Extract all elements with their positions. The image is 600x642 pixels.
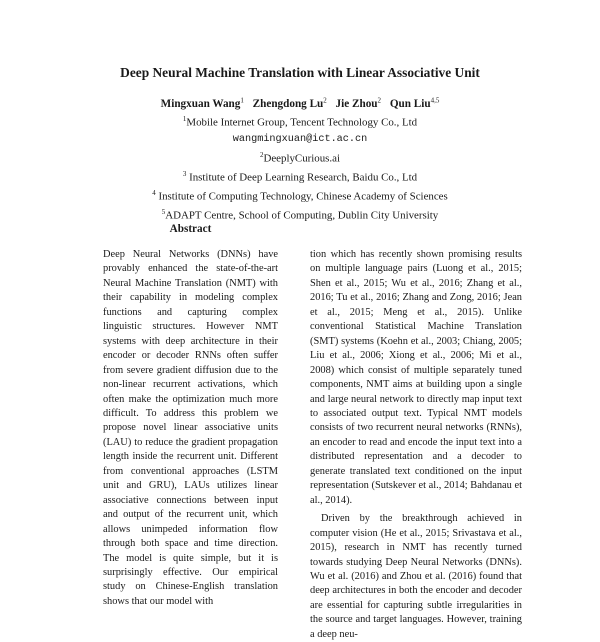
author-email: wangmingxuan@ict.ac.cn [232,134,368,146]
author: Qun Liu$^{4,5}$ [389,96,440,110]
affiliation: $^1$Mobile Internet Group, Tencent Technology Co., Ltd [182,115,418,129]
author: Jie Zhou$^2$ [335,96,382,110]
affiliation-list [0,112,600,225]
introduction-column [310,248,522,642]
affiliation: $^3$ Institute of Deep Learning Research, Baidu Co., Ltd [182,170,418,184]
body-paragraph: tion which has recently shown promising results on multiple language pairs (Luong et al., 2015; Shen et al., 2015; Wu et al., 2016; Zhang et al., 2016; Tu et al., 2016; Zhang and Zong, 2016; Jean et al., 2015; Meng et al., 2015). Unlike conventional Statistical Machine Translation (SMT) systems (Koehn et al., 2003; Chiang, 2005; Liu et al., 2006; Xiong et al., 2006; Mi et al., 2008) which consist of multiple separately tuned components, NMT aims at building upon a single and large neural network to directly map input text to associated output text. Typical NMT models consists of two recurrent neural networks (RNNs), an encoder to read and encode the input text into a distributed representation and a decoder to generate translated text conditioned on the input representation (Sutskever et al., 2014; Bahdanau et al., 2014). [310,249,522,506]
paper-title: Deep Neural Machine Translation with Linear Associative Unit [120,65,480,80]
affiliation: $^4$ Institute of Computing Technology, Chinese Academy of Sciences [152,189,448,203]
abstract-text: Deep Neural Networks (DNNs) have provably enhanced the state-of-the-art Neural Machine Translation (NMT) with their capability in modeling complex functions and capturing complex linguistic structures. However NMT systems with deep architecture in their encoder or decoder RNNs often suffer from severe gradient diffusion due to the non-linear recurrent activations, which often make the optimization much more difficult. To address this problem we propose novel linear associative units (LAU) to reduce the gradient propagation length inside the recurrent unit. Different from conventional approaches (LSTM unit and GRU), LAUs utilizes linear associative connections between input and output of the recurrent unit, which allows unimpeded information flow through both space and time direction. The model is quite simple, but it is surprisingly effective. Our empirical study on Chinese-English translation shows that our model with [103,249,278,607]
affiliation: $^5$ADAPT Centre, School of Computing, Dublin City University [161,208,439,223]
author: Zhengdong Lu$^2$ [252,96,327,110]
abstract-heading: Abstract [169,223,212,235]
affiliation: $^2$DeeplyCurious.ai [259,150,341,165]
author: Mingxuan Wang$^1$ [160,96,244,110]
body-paragraph: Driven by the breakthrough achieved in computer vision (He et al., 2015; Srivastava et al., 2015), research in NMT has recently turned towards studying Deep Neural Networks (DNNs). Wu et al. (2016) and Zhou et al. (2016) found that deep architectures in both the encoder and decoder are essential for capturing subtle irregularities in the source and target languages. However, training a deep neu- [310,513,522,640]
author-list [0,96,600,110]
